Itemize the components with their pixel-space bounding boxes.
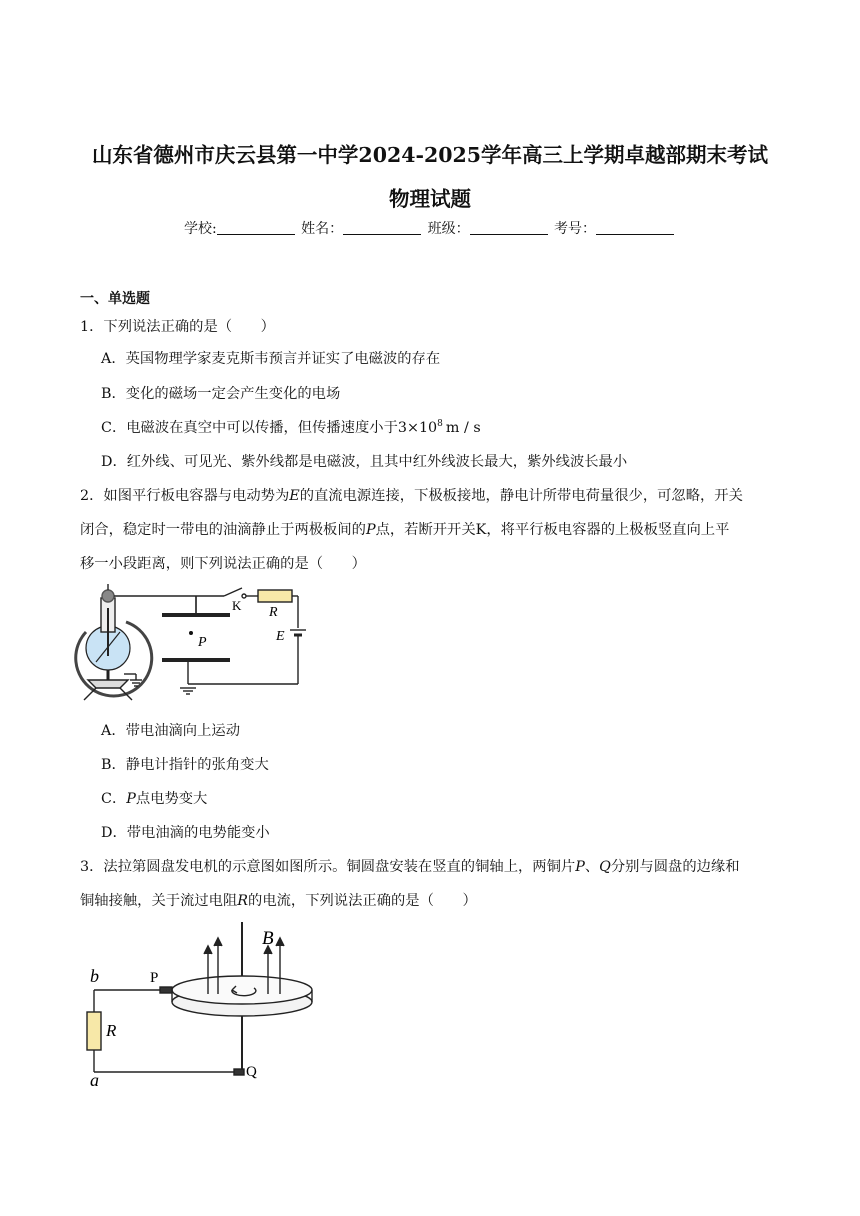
- name-label: 姓名：: [301, 221, 344, 237]
- q3-fig-resistor-label: R: [106, 1021, 117, 1040]
- q2-option-c-text: 点电势变大: [135, 791, 208, 807]
- q1-stem: 1．下列说法正确的是（ ）: [80, 319, 275, 335]
- class-label: 班级：: [427, 221, 470, 237]
- q2-option-a: A．带电油滴向上运动: [101, 723, 240, 739]
- q2-option-d: D．带电油滴的电势能变小: [101, 825, 270, 841]
- q3-stem-line1: [80, 856, 740, 876]
- q2-option-c-prefix: C．: [101, 791, 127, 807]
- exam-title-line1: 山东省德州市庆云县第一中学2024-2025学年高三上学期卓越部期末考试: [91, 143, 769, 167]
- q3-l2-text-a: 铜轴接触，关于流过电阻: [80, 893, 238, 909]
- q1-option-b: B．变化的磁场一定会产生变化的电场: [101, 386, 341, 402]
- q3-stem-line2: [80, 890, 477, 910]
- exam-no-label: 考号：: [554, 221, 597, 237]
- q3-l1-q: Q: [599, 859, 611, 875]
- q2-l1-text-a: 2．如图平行板电容器与电动势为: [80, 488, 290, 504]
- q2-fig-switch-label: K: [232, 598, 242, 613]
- q2-option-c-p: P: [126, 791, 136, 807]
- q3-fig-b-label: b: [90, 966, 99, 986]
- q2-l2-text-a: 闭合，稳定时一带电的油滴静止于两极板间的: [80, 522, 366, 538]
- q1-option-c-unit: m / s: [445, 420, 481, 436]
- q1-option-d: D．红外线、可见光、紫外线都是电磁波，且其中红外线波长最大，紫外线波长最小: [101, 454, 628, 470]
- q3-l1-text-a: 3．法拉第圆盘发电机的示意图如图所示。铜圆盘安装在竖直的铜轴上，两铜片: [80, 859, 576, 875]
- q1-option-c-exponent: 8: [437, 419, 443, 430]
- school-blank[interactable]: [217, 220, 295, 235]
- q3-fig-field-label: B: [262, 928, 274, 949]
- q1-option-c-text: C．电磁波在真空中可以传播，但传播速度小于: [101, 420, 398, 436]
- q2-fig-emf-label: E: [276, 629, 285, 644]
- q2-stem-line3: 移一小段距离，则下列说法正确的是（ ）: [80, 556, 366, 572]
- q3-l1-text-b: 分别与圆盘的边缘和: [610, 859, 740, 875]
- q2-option-c: [101, 788, 207, 808]
- q3-fig-a-label: a: [90, 1070, 99, 1090]
- school-label: 学校:: [183, 221, 217, 237]
- q2-fig-resistor-label: R: [269, 605, 278, 620]
- q3-faraday-disc-figure: [84, 918, 334, 1090]
- q2-l1-e: E: [289, 488, 300, 504]
- q1-option-c: [101, 417, 481, 437]
- section-title: 一、单选题: [80, 291, 150, 307]
- q1-option-a: A．英国物理学家麦克斯韦预言并证实了电磁波的存在: [101, 351, 441, 367]
- q3-l1-sep: 、: [584, 859, 600, 875]
- q2-option-b: B．静电计指针的张角变大: [101, 757, 269, 773]
- q2-l2-p: P: [365, 522, 376, 538]
- q1-option-c-number: 3×10: [397, 420, 438, 436]
- q2-stem-line2: [80, 519, 729, 539]
- q3-l2-text-b: 的电流，下列说法正确的是（ ）: [248, 893, 477, 909]
- q2-oil-drop: [189, 631, 193, 635]
- q3-l2-r: R: [237, 893, 249, 909]
- q2-fig-point-label: P: [198, 635, 207, 650]
- q2-l1-text-b: 的直流电源连接，下极板接地，静电计所带电荷量很少，可忽略，开关: [299, 488, 743, 504]
- q3-fig-q-label: Q: [246, 1064, 257, 1080]
- exam-no-blank[interactable]: [596, 220, 674, 235]
- q2-l2-text-b: 点，若断开开关K，将平行板电容器的上极板竖直向上平: [375, 522, 730, 538]
- q2-stem-line1: [80, 485, 743, 505]
- q2-capacitor-circuit-figure: [74, 584, 314, 710]
- exam-title-line2: 物理试题: [389, 187, 471, 211]
- class-blank[interactable]: [470, 220, 548, 235]
- student-info-row: [0, 218, 860, 238]
- name-blank[interactable]: [343, 220, 421, 235]
- q3-fig-p-label: P: [150, 970, 159, 986]
- q3-l1-p: P: [575, 859, 585, 875]
